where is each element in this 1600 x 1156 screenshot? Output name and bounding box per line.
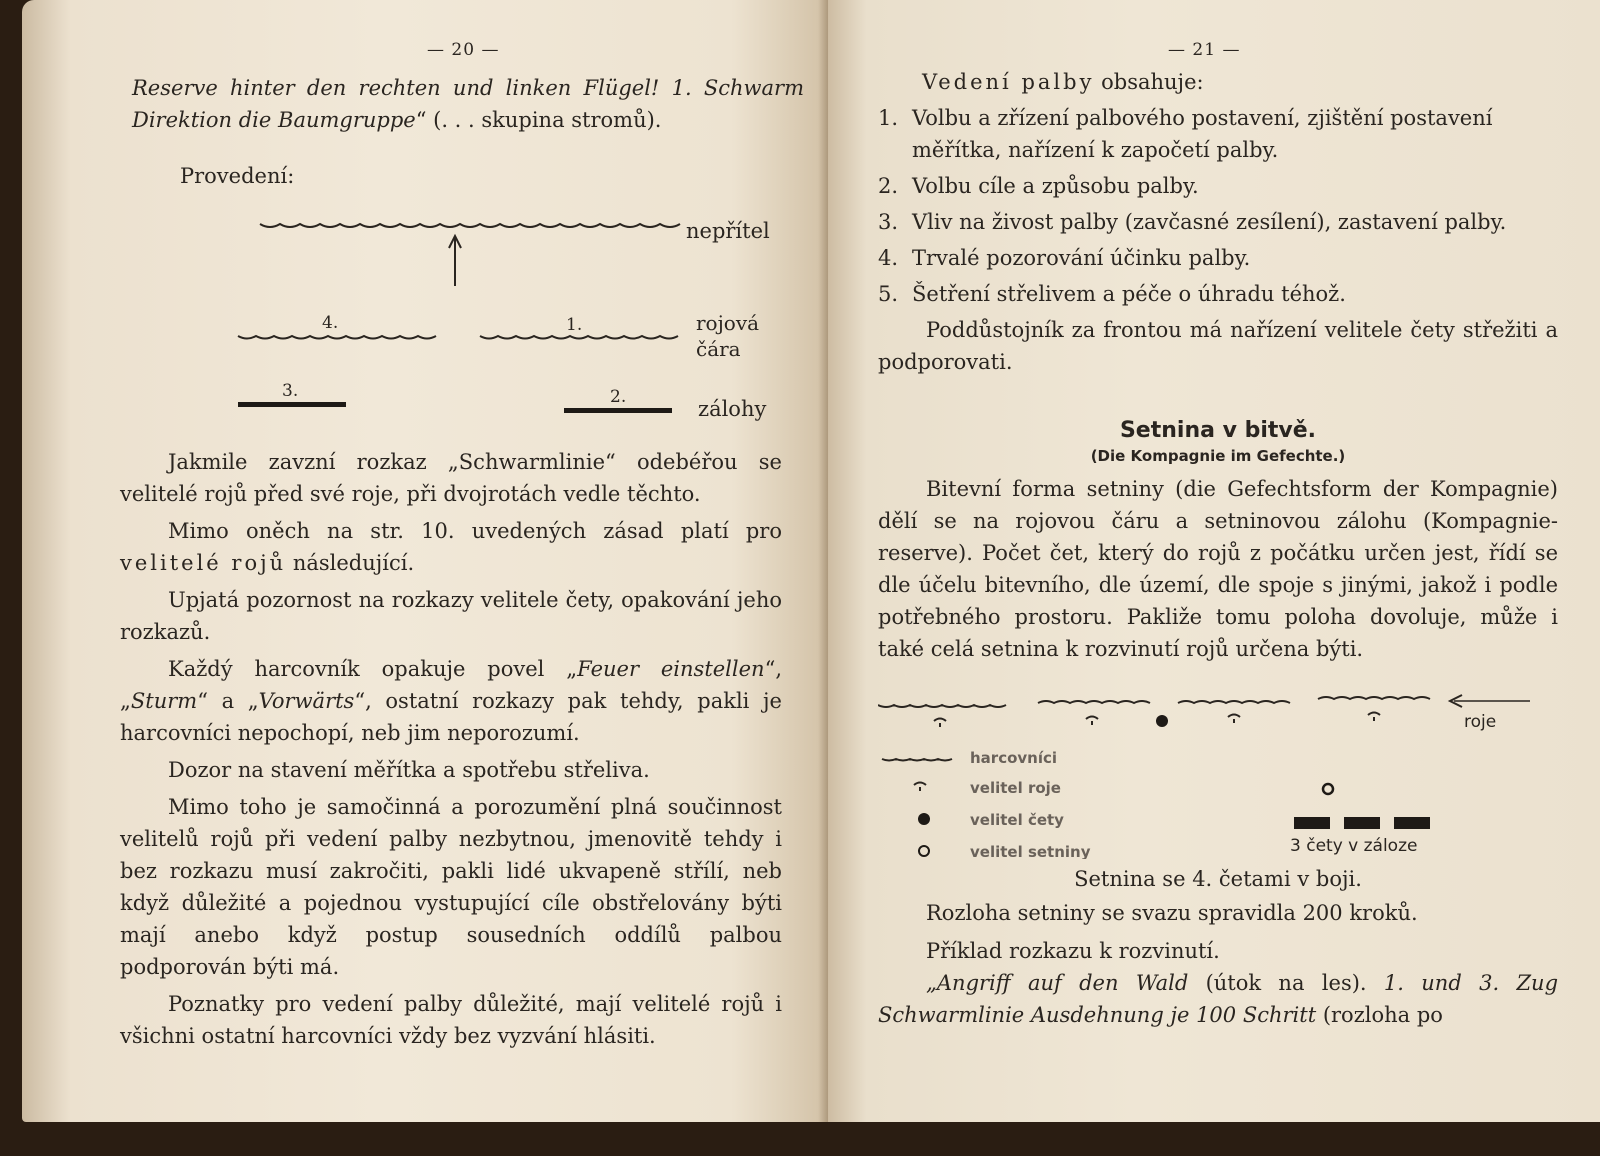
reserve-bar-2 xyxy=(564,408,672,413)
left-intro-italic: Reserve hinter den rechten und linken Flügel! 1. Schwarm Direktion die Baumgruppe xyxy=(132,76,804,132)
left-intro xyxy=(132,72,804,136)
example-paragraph: Příklad rozkazu k rozvinutí. xyxy=(926,939,1220,963)
spacing-paragraph: Rozloha setniny se svazu spravidla 200 kroků. xyxy=(926,901,1418,925)
reserve-num-3: 3. xyxy=(282,381,299,401)
platoon-leader-dot xyxy=(1156,715,1168,727)
left-para-6: Mimo toho je samočinná a porozumění plná součinnost velitelů rojů při vedení palby nezbytnou, jmenovitě tehdy i bez rozkazu musí zakročiti, pakli lidé ukvapeně střílí, neb když důležité a pojednou vystupující cíle obstřelovány býti mají anebo když postup sousedních oddílů palbou podporován býti má. xyxy=(120,795,782,979)
section-subheading: (Die Kompagnie im Gefechte.) xyxy=(1090,447,1346,465)
right-content xyxy=(878,66,1558,1031)
left-para-5: Dozor na stavení měřítka a spotřebu střeliva. xyxy=(168,758,650,782)
skirmish-line-4 xyxy=(238,336,436,339)
legend-hat-icon xyxy=(914,783,926,786)
squad-line xyxy=(1178,701,1290,703)
right-intro: Vedení palby obsahuje: xyxy=(922,70,1204,94)
left-para-3: Upjatá pozornost na rozkazy velitele čety, opakování jeho rozkazů. xyxy=(120,588,782,644)
skirmish-line-1 xyxy=(480,336,678,339)
reserve-bar-3 xyxy=(238,402,346,407)
legend-label-harcovnici: harcovníci xyxy=(970,749,1058,767)
page-number-left: — 20 — xyxy=(427,40,500,60)
list-item: 2. Volbu cíle a způsobu palby. xyxy=(878,174,1199,198)
legend-label-velitel-setniny: velitel setniny xyxy=(970,843,1091,859)
left-para-4: Každý harcovník opakuje povel „Feuer einstellen“, „Sturm“ a „Vorwärts“, ostatní rozkazy pak tehdy, pakli je harcovníci nepochopí, neb jim neporozumí. xyxy=(120,657,782,745)
reserve-platoon-block xyxy=(1294,817,1330,829)
reserves-label: zálohy xyxy=(698,397,767,421)
battle-form-paragraph: Bitevní forma setniny (die Gefechtsform der Kompagnie) dělí se na rojovou čáru a setninovou zálohu (Kompagnie-reserve). Počet čet, který do rojů z počátku určen jest, řídí se dle účelu bitevního, dle území, dle spoje s jinými, jakož i podle potřebného prostoru. Pakliže tomu poloha dovoluje, může i také celá setnina k rozvinutí rojů určena býti. xyxy=(878,477,1558,661)
line-num-1: 1. xyxy=(566,315,583,335)
right-page xyxy=(828,0,1600,1122)
list-item: 3. Vliv na živost palby (zavčasné zesílení), zastavení palby. xyxy=(878,210,1507,234)
page-number-right: — 21 — xyxy=(1168,40,1241,60)
list-item: 1. Volbu a zřízení palbového postavení, zjištění postavení měřítka, nařízení k započetí palby. xyxy=(878,106,1493,162)
reserve-label: 3 čety v záloze xyxy=(1290,836,1418,856)
reserve-num-2: 2. xyxy=(610,387,627,407)
squad-line xyxy=(878,705,1006,707)
reserve-platoon-block xyxy=(1344,817,1380,829)
left-body xyxy=(120,446,782,1057)
line-num-4: 4. xyxy=(322,313,339,333)
enemy-line xyxy=(260,224,680,227)
legend-ring-icon xyxy=(919,846,929,856)
reserve-platoon-block xyxy=(1394,817,1430,829)
squad-leader-hat-icon xyxy=(1086,717,1098,720)
legend-label-velitel-roje: velitel roje xyxy=(970,779,1061,797)
roje-label: roje xyxy=(1464,712,1497,732)
company-formation-diagram xyxy=(878,679,1558,859)
squad-line xyxy=(1038,701,1150,703)
diagram-caption: Setnina se 4. četami v boji. xyxy=(1074,867,1362,891)
legend-label-velitel-cety: velitel čety xyxy=(970,811,1064,829)
squad-leader-hat-icon xyxy=(1368,713,1380,716)
squad-line xyxy=(1318,697,1430,699)
line-label: rojová čára xyxy=(696,311,760,361)
fire-control-list xyxy=(878,102,1558,310)
squad-leader-hat-icon xyxy=(934,719,946,722)
list-item: 5. Šetření střelivem a péče o úhradu téhož. xyxy=(878,282,1346,306)
legend-dot-icon xyxy=(918,813,930,825)
squad-leader-hat-icon xyxy=(1228,715,1240,718)
left-para-2: Mimo oněch na str. 10. uvedených zásad platí pro velitelé rojů následující. xyxy=(120,519,782,575)
left-intro-plain: “ (. . . skupina stromů). xyxy=(415,108,662,132)
company-commander-ring xyxy=(1323,784,1333,794)
left-para-7: Poznatky pro vedení palby důležité, mají velitelé rojů i všichni ostatní harcovníci vždy bez vyzvání hlásiti. xyxy=(120,992,782,1048)
section-heading: Setnina v bitvě. xyxy=(1119,418,1317,443)
enemy-label: nepřítel xyxy=(686,219,770,243)
list-item: 4. Trvalé pozorování účinku palby. xyxy=(878,246,1251,270)
nco-paragraph: Poddůstojník za frontou má nařízení velitele čety střežiti a podporovati. xyxy=(878,318,1558,374)
left-formation-diagram xyxy=(110,200,790,440)
order-paragraph: „Angriff auf den Wald (útok na les). 1. und 3. Zug Schwarmlinie Ausdehnung je 100 Schritt (rozloha po xyxy=(878,971,1559,1027)
provedeni-label: Provedení: xyxy=(180,164,295,188)
legend-line-symbol xyxy=(882,759,952,761)
left-para-1: Jakmile zavzní rozkaz „Schwarmlinie“ odebéřou se velitelé rojů před své roje, při dvojrotách vedle těchto. xyxy=(120,450,782,506)
